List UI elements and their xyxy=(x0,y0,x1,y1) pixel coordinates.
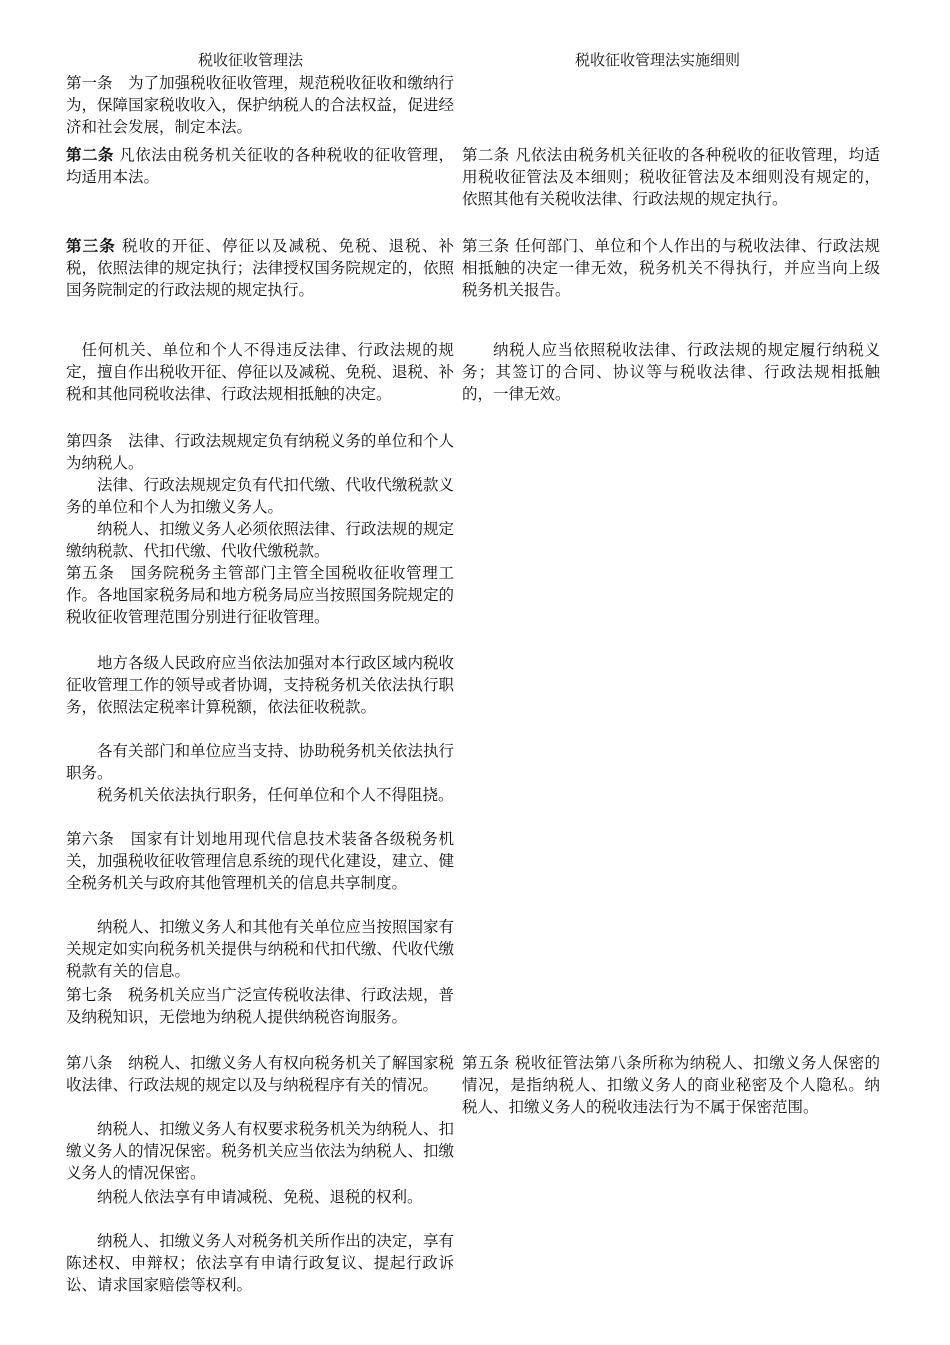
article-2-text: 凡依法由税务机关征收的各种税收的征收管理，均适用本法。 xyxy=(66,146,454,186)
article-5-paragraph-2: 地方各级人民政府应当依法加强对本行政区域内税收征收管理工作的领导或者协调，支持税务机关依法执行职务，依照法定税率计算税额，依法征收税款。 xyxy=(66,654,454,716)
article-4: 第四条 法律、行政法规规定负有纳税义务的单位和个人为纳税人。 xyxy=(66,432,454,472)
rule-article-5: 第五条 税收征管法第八条所称为纳税人、扣缴义务人保密的情况，是指纳税人、扣缴义务人的商业秘密及个人隐私。纳税人、扣缴义务人的税收违法行为不属于保密范围。 xyxy=(462,1054,880,1116)
article-3-label: 第三条 xyxy=(66,236,116,255)
rule-article-3: 第三条 任何部门、单位和个人作出的与税收法律、行政法规相抵触的决定一律无效，税务机关不得执行，并应当向上级税务机关报告。 xyxy=(462,237,880,299)
article-7: 第七条 税务机关应当广泛宣传税收法律、行政法规，普及纳税知识，无偿地为纳税人提供纳税咨询服务。 xyxy=(66,986,454,1026)
article-3-paragraph-2: 任何机关、单位和个人不得违反法律、行政法规的规定，擅自作出税收开征、停征以及减税、免税、退税、补税和其他同税收法律、行政法规相抵触的决定。 xyxy=(66,341,454,403)
article-5: 第五条 国务院税务主管部门主管全国税收征收管理工作。各地国家税务局和地方税务局应当按照国务院规定的税收征收管理范围分别进行征收管理。 xyxy=(66,564,454,626)
article-3 xyxy=(66,235,454,301)
article-4-paragraph-3: 纳税人、扣缴义务人必须依照法律、行政法规的规定缴纳税款、代扣代缴、代收代缴税款。 xyxy=(66,520,454,560)
article-8: 第八条 纳税人、扣缴义务人有权向税务机关了解国家税收法律、行政法规的规定以及与纳税程序有关的情况。 xyxy=(66,1054,454,1094)
article-6: 第六条 国家有计划地用现代信息技术装备各级税务机关，加强税收征收管理信息系统的现代化建设，建立、健全税务机关与政府其他管理机关的信息共享制度。 xyxy=(66,830,454,892)
article-8-paragraph-3: 纳税人依法享有申请减税、免税、退税的权利。 xyxy=(97,1188,423,1206)
left-column-header: 税收征收管理法 xyxy=(198,51,304,69)
right-column-header: 税收征收管理法实施细则 xyxy=(575,51,741,69)
article-3-text: 税收的开征、停征以及减税、免税、退税、补税，依照法律的规定执行；法律授权国务院规定的，依照国务院制定的行政法规的规定执行。 xyxy=(66,237,454,299)
article-5-paragraph-3: 各有关部门和单位应当支持、协助税务机关依法执行职务。 xyxy=(66,742,454,782)
article-6-paragraph-2: 纳税人、扣缴义务人和其他有关单位应当按照国家有关规定如实向税务机关提供与纳税和代扣代缴、代收代缴税款有关的信息。 xyxy=(66,918,454,980)
article-2-label: 第二条 xyxy=(66,145,114,164)
article-2 xyxy=(66,144,454,188)
article-8-paragraph-2: 纳税人、扣缴义务人有权要求税务机关为纳税人、扣缴义务人的情况保密。税务机关应当依法为纳税人、扣缴义务人的情况保密。 xyxy=(66,1120,454,1182)
article-4-paragraph-2: 法律、行政法规规定负有代扣代缴、代收代缴税款义务的单位和个人为扣缴义务人。 xyxy=(66,476,454,516)
rule-article-3-paragraph-2: 纳税人应当依照税收法律、行政法规的规定履行纳税义务；其签订的合同、协议等与税收法律、行政法规相抵触的，一律无效。 xyxy=(462,341,880,403)
article-1: 第一条 为了加强税收征收管理，规范税收征收和缴纳行为，保障国家税收收入，保护纳税人的合法权益，促进经济和社会发展，制定本法。 xyxy=(66,74,454,136)
article-5-paragraph-4: 税务机关依法执行职务，任何单位和个人不得阻挠。 xyxy=(97,786,454,804)
article-8-paragraph-4: 纳税人、扣缴义务人对税务机关所作出的决定，享有陈述权、申辩权；依法享有申请行政复议、提起行政诉讼、请求国家赔偿等权利。 xyxy=(66,1232,454,1294)
rule-article-2: 第二条 凡依法由税务机关征收的各种税收的征收管理，均适用税收征管法及本细则；税收征管法及本细则没有规定的，依照其他有关税收法律、行政法规的规定执行。 xyxy=(462,146,880,208)
